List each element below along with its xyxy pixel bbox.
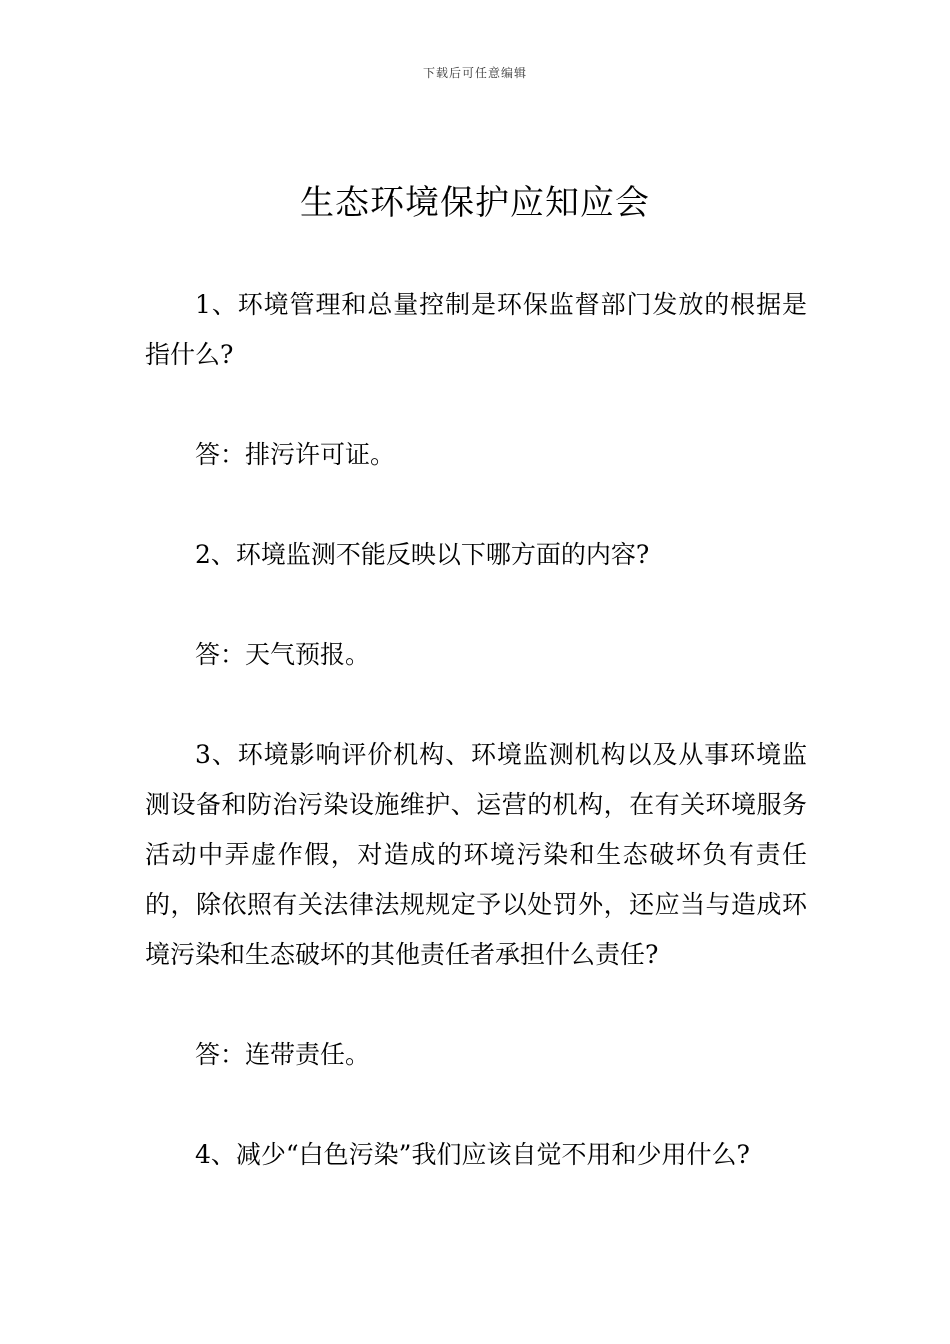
document-body [145, 280, 807, 1180]
document-title: 生态环境保护应知应会 [300, 183, 650, 223]
answer-1: 答：排污许可证。 [195, 440, 396, 469]
question-2: 2、环境监测不能反映以下哪方面的内容? [195, 540, 650, 569]
header-note: 下载后可任意编辑 [422, 66, 527, 80]
answer-3: 答：连带责任。 [195, 1040, 371, 1069]
question-4: 4、减少“白色污染”我们应该自觉不用和少用什么? [195, 1140, 750, 1169]
answer-2: 答：天气预报。 [195, 640, 371, 669]
question-1: 1、环境管理和总量控制是环保监督部门发放的根据是指什么? [145, 290, 807, 369]
question-3: 3、环境影响评价机构、环境监测机构以及从事环境监测设备和防治污染设施维护、运营的机构，在有关环境服务活动中弄虚作假，对造成的环境污染和生态破坏负有责任的，除依照有关法律法规规定予以处罚外，还应当与造成环境污染和生态破坏的其他责任者承担什么责任? [145, 740, 807, 969]
